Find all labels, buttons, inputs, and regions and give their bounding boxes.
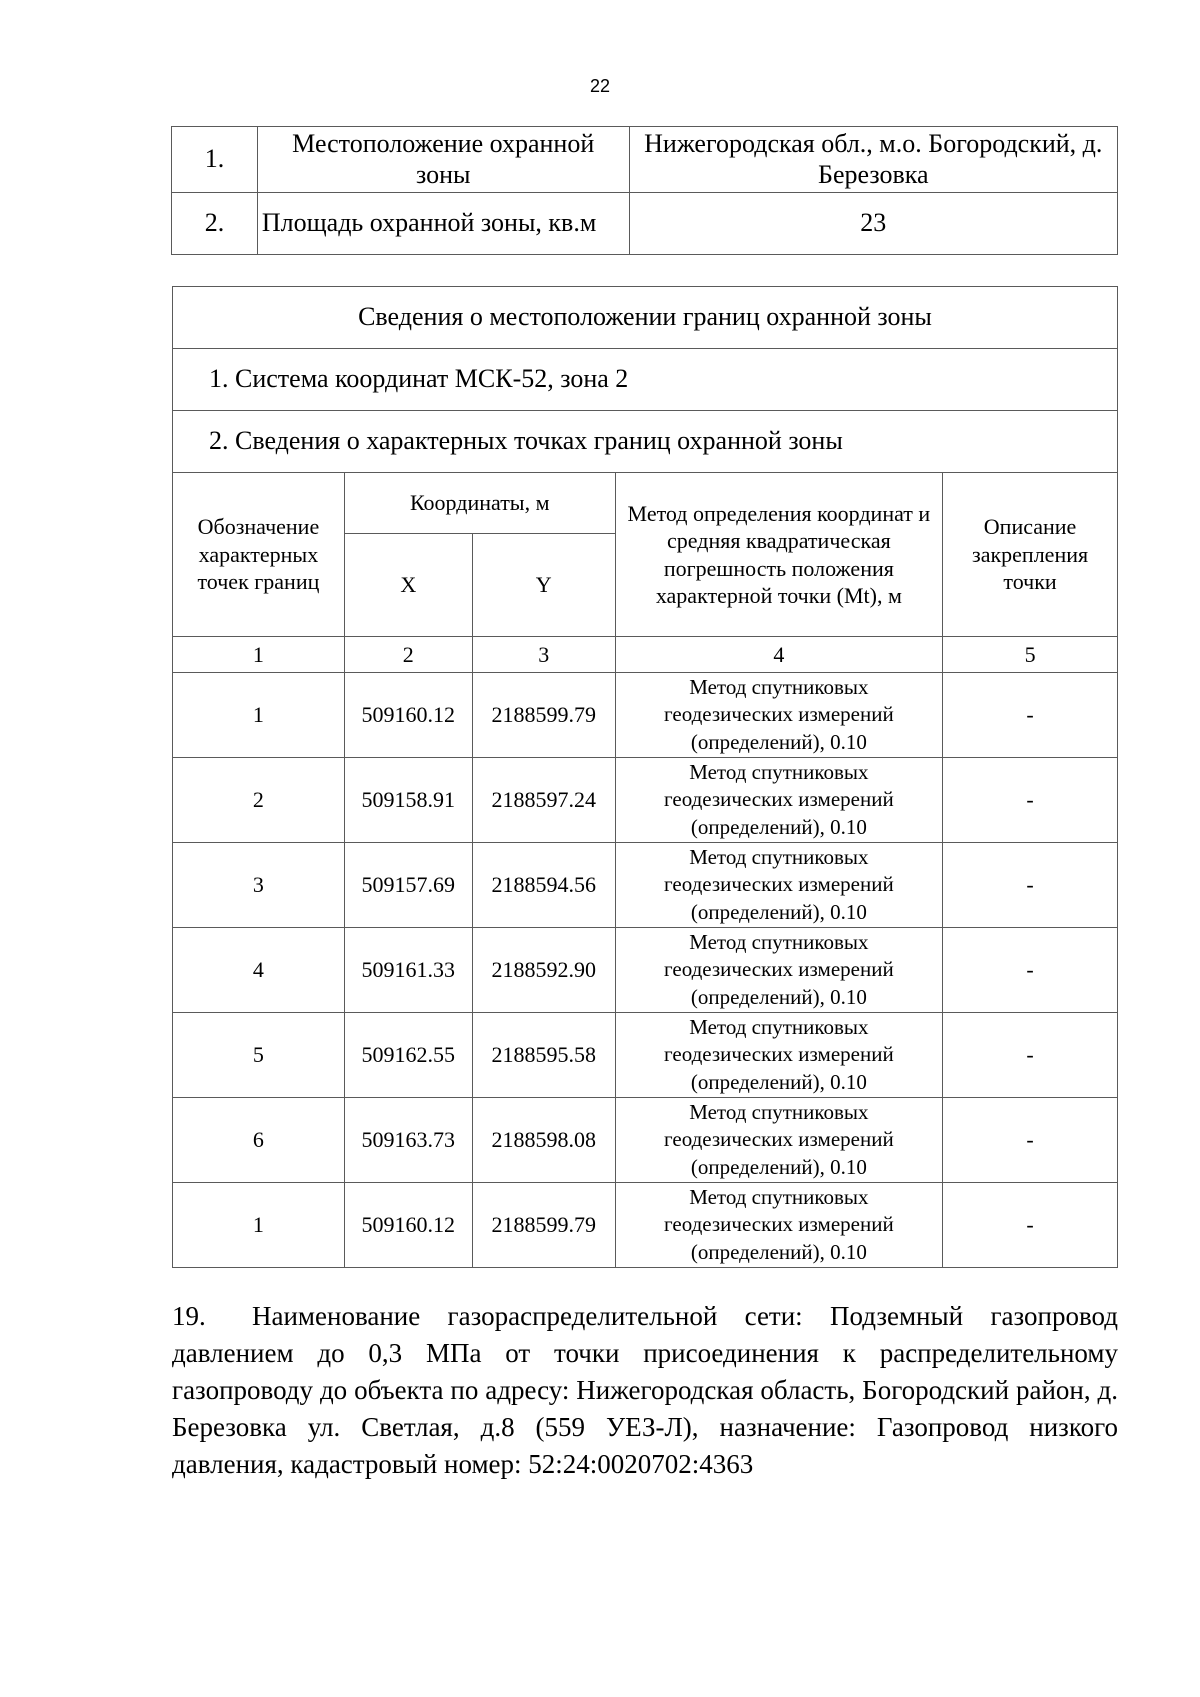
- table-row: [173, 843, 1118, 928]
- y-cell: 2188597.24: [472, 758, 615, 843]
- x-cell: 509163.73: [344, 1098, 472, 1183]
- table-row: [173, 1183, 1118, 1268]
- coordinate-system: 1. Система координат МСК-52, зона 2: [173, 349, 1118, 411]
- zone-info-table: [171, 126, 1118, 255]
- x-cell: 509160.12: [344, 1183, 472, 1268]
- info-row-number: 1.: [172, 127, 258, 193]
- y-cell: 2188599.79: [472, 673, 615, 758]
- info-row-label: Площадь охранной зоны, кв.м: [257, 193, 629, 255]
- boundary-coordinates-table: [172, 286, 1118, 1268]
- column-number: 5: [943, 637, 1118, 673]
- info-row-label: Местоположение охранной зоны: [257, 127, 629, 193]
- header-row: [173, 473, 1118, 534]
- y-cell: 2188592.90: [472, 928, 615, 1013]
- x-cell: 509158.91: [344, 758, 472, 843]
- method-cell: Метод спутниковых геодезических измерений (определений), 0.10: [615, 1013, 943, 1098]
- info-row-value: 23: [629, 193, 1117, 255]
- point-cell: 6: [173, 1098, 345, 1183]
- points-heading-row: [173, 411, 1118, 473]
- coordinate-rows: [173, 673, 1118, 1268]
- x-cell: 509162.55: [344, 1013, 472, 1098]
- table-row: [173, 1013, 1118, 1098]
- description-cell: -: [943, 673, 1118, 758]
- x-cell: 509160.12: [344, 673, 472, 758]
- table-row: [173, 673, 1118, 758]
- info-row-location: [172, 127, 1118, 193]
- description-cell: -: [943, 1183, 1118, 1268]
- method-cell: Метод спутниковых геодезических измерений (определений), 0.10: [615, 758, 943, 843]
- method-cell: Метод спутниковых геодезических измерений (определений), 0.10: [615, 928, 943, 1013]
- x-cell: 509161.33: [344, 928, 472, 1013]
- method-cell: Метод спутниковых геодезических измерений (определений), 0.10: [615, 843, 943, 928]
- description-cell: -: [943, 843, 1118, 928]
- column-number: 4: [615, 637, 943, 673]
- method-cell: Метод спутниковых геодезических измерений (определений), 0.10: [615, 673, 943, 758]
- method-cell: Метод спутниковых геодезических измерений (определений), 0.10: [615, 1183, 943, 1268]
- page-number: 22: [589, 76, 611, 96]
- table-title-row: [173, 287, 1118, 349]
- section-19-paragraph: [172, 1298, 1118, 1483]
- info-row-value: Нижегородская обл., м.о. Богородский, д. Березовка: [629, 127, 1117, 193]
- coordinate-system-row: [173, 349, 1118, 411]
- y-cell: 2188594.56: [472, 843, 615, 928]
- y-cell: 2188599.79: [472, 1183, 615, 1268]
- point-cell: 2: [173, 758, 345, 843]
- description-cell: -: [943, 758, 1118, 843]
- info-row-number: 2.: [172, 193, 258, 255]
- header-x: X: [344, 534, 472, 637]
- header-description: Описание закрепления точки: [943, 473, 1118, 637]
- point-cell: 1: [173, 673, 345, 758]
- column-number: 1: [173, 637, 345, 673]
- y-cell: 2188598.08: [472, 1098, 615, 1183]
- table-row: [173, 1098, 1118, 1183]
- column-number: 2: [344, 637, 472, 673]
- point-cell: 5: [173, 1013, 345, 1098]
- point-cell: 3: [173, 843, 345, 928]
- section-text: Наименование газораспределительной сети: Подземный газопровод давлением до 0,3 МПа от точки присоединения к распределительному газопроводу до объекта по адресу: Нижегородская область, Богородский район, д. Березовка ул. Светлая, д.8 (559 УЕЗ-Л), назначение: Газопровод низкого давления, кадастровый номер: 52:24:0020702:4363: [172, 1301, 1118, 1479]
- section-number: 19.: [172, 1301, 206, 1331]
- column-number-row: [173, 637, 1118, 673]
- point-cell: 1: [173, 1183, 345, 1268]
- table-title: Сведения о местоположении границ охранной зоны: [173, 287, 1118, 349]
- table-row: [173, 928, 1118, 1013]
- y-cell: 2188595.58: [472, 1013, 615, 1098]
- header-y: Y: [472, 534, 615, 637]
- header-method: Метод определения координат и средняя квадратическая погрешность положения характерной точки (Mt), м: [615, 473, 943, 637]
- description-cell: -: [943, 928, 1118, 1013]
- info-row-area: [172, 193, 1118, 255]
- point-cell: 4: [173, 928, 345, 1013]
- points-heading: 2. Сведения о характерных точках границ охранной зоны: [173, 411, 1118, 473]
- description-cell: -: [943, 1098, 1118, 1183]
- header-designation: Обозначение характерных точек границ: [173, 473, 345, 637]
- column-number: 3: [472, 637, 615, 673]
- x-cell: 509157.69: [344, 843, 472, 928]
- method-cell: Метод спутниковых геодезических измерений (определений), 0.10: [615, 1098, 943, 1183]
- description-cell: -: [943, 1013, 1118, 1098]
- table-row: [173, 758, 1118, 843]
- header-coordinates: Координаты, м: [344, 473, 615, 534]
